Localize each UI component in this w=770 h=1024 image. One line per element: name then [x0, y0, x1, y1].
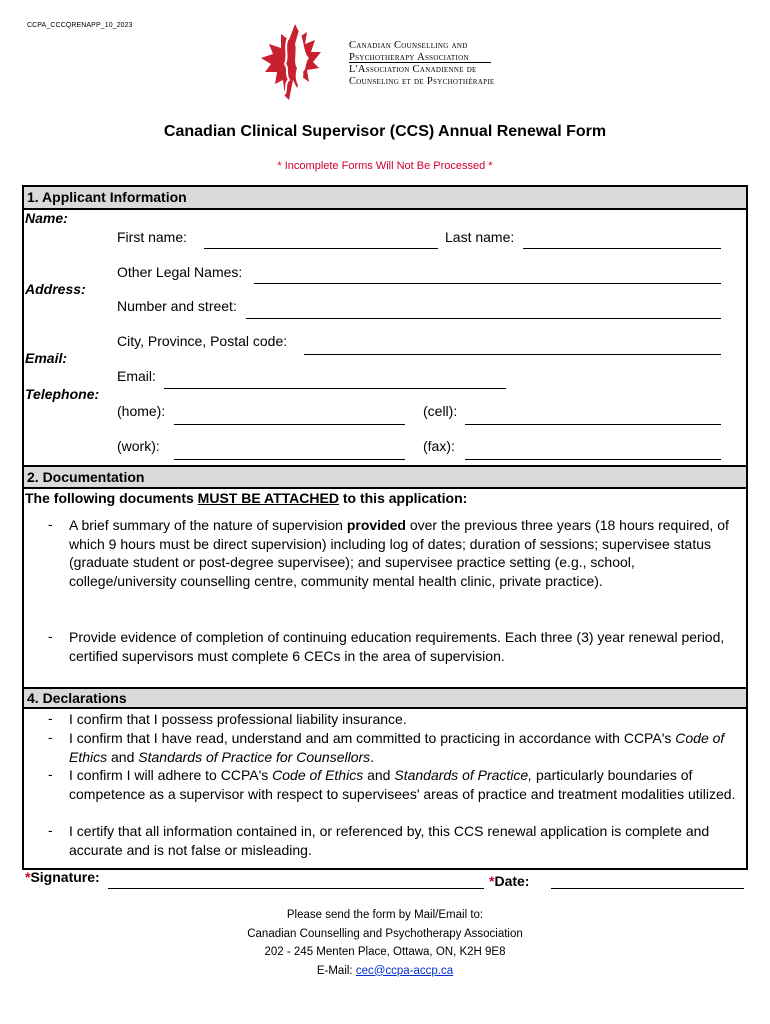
cell-phone-label: (cell):	[423, 403, 458, 419]
fax-input[interactable]	[465, 459, 721, 460]
logo-divider	[349, 62, 491, 63]
city-province-postal-input[interactable]	[304, 354, 721, 355]
city-province-postal-label: City, Province, Postal code:	[117, 333, 288, 349]
cell-phone-input[interactable]	[465, 424, 721, 425]
declaration-code-of-ethics: I confirm that I have read, understand and am committed to practicing in accordance with CCPA's Code of Ethics and Standards of Practice for Counsellors.	[69, 730, 725, 765]
bullet-dash: -	[48, 766, 53, 782]
first-name-label: First name:	[117, 229, 188, 245]
work-phone-input[interactable]	[174, 459, 405, 460]
signature-input[interactable]	[108, 888, 484, 889]
last-name-label: Last name:	[445, 229, 515, 245]
home-phone-input[interactable]	[174, 424, 405, 425]
number-street-label: Number and street:	[117, 298, 237, 314]
home-phone-label: (home):	[117, 403, 166, 419]
name-label: Name:	[25, 210, 68, 226]
bullet-dash: -	[48, 516, 53, 532]
last-name-input[interactable]	[523, 248, 721, 249]
email-link[interactable]: cec@ccpa-accp.ca	[355, 964, 454, 977]
documents-intro: The following documents MUST BE ATTACHED to this application:	[25, 490, 468, 506]
declaration-accuracy: I certify that all information contained in, or referenced by, this CCS renewal application is complete and accurate and is not false or misleading.	[69, 823, 710, 858]
date-input[interactable]	[551, 888, 744, 889]
email-input[interactable]	[164, 388, 506, 389]
email-label: Email:	[25, 350, 68, 366]
other-legal-names-label: Other Legal Names:	[117, 264, 243, 280]
telephone-label: Telephone:	[25, 386, 100, 402]
incomplete-warning: * Incomplete Forms Will Not Be Processed *	[277, 160, 493, 172]
logo-text-en: Canadian Counselling and Psychotherapy Association	[349, 40, 469, 63]
page-title: Canadian Clinical Supervisor (CCS) Annual Renewal Form	[163, 123, 607, 140]
bullet-dash: -	[48, 822, 53, 838]
email-field-label: Email:	[117, 368, 156, 384]
number-street-input[interactable]	[246, 318, 721, 319]
first-name-input[interactable]	[204, 248, 438, 249]
bullet-dash: -	[48, 729, 53, 745]
work-phone-label: (work):	[117, 438, 160, 454]
footer-contact: Please send the form by Mail/Email to: Canadian Counselling and Psychotherapy Association 202 - 245 Menten Place, Ottawa, ON, K2H 9E8 E-Mail: cec@ccpa-accp.ca	[247, 909, 523, 977]
bullet-dash: -	[48, 628, 53, 644]
date-label: *Date:	[489, 873, 530, 889]
fax-label: (fax):	[423, 438, 455, 454]
declaration-insurance: I confirm that I possess professional liability insurance.	[69, 711, 407, 727]
section-declarations-header: 4. Declarations	[22, 687, 748, 709]
form-code: CCPA_CCCQRENAPP_10_2023	[27, 22, 133, 29]
address-label: Address:	[25, 281, 86, 297]
section-documentation-header: 2. Documentation	[22, 465, 748, 489]
section-applicant-header: 1. Applicant Information	[22, 185, 748, 210]
signature-label: *Signature:	[25, 869, 100, 885]
bullet-dash: -	[48, 710, 53, 726]
document-item-supervision-summary: A brief summary of the nature of supervision provided over the previous three years (18 hours required, of which 9 hours must be direct supervision) including log of dates; duration of sessions; supervisee status (graduate student or post-degree supervisee); and supervisee practice setting (e.g., school, college/university counselling centre, community mental health clinic, private practice).	[69, 517, 729, 589]
document-item-continuing-education: Provide evidence of completion of continuing education requirements. Each three (3) year renewal period, certified supervisors must complete 6 CECs in the area of supervision.	[69, 629, 725, 664]
other-legal-names-input[interactable]	[254, 283, 721, 284]
maple-leaf-profiles-logo-icon	[259, 22, 345, 102]
logo-text-fr: L'Association Canadienne de Counseling et de Psychothérapie	[349, 64, 495, 87]
declaration-standards: I confirm I will adhere to CCPA's Code of Ethics and Standards of Practice, particularly boundaries of competence as a supervisor with respect to supervisees' areas of practice and treatment modalities utilized.	[69, 767, 736, 802]
